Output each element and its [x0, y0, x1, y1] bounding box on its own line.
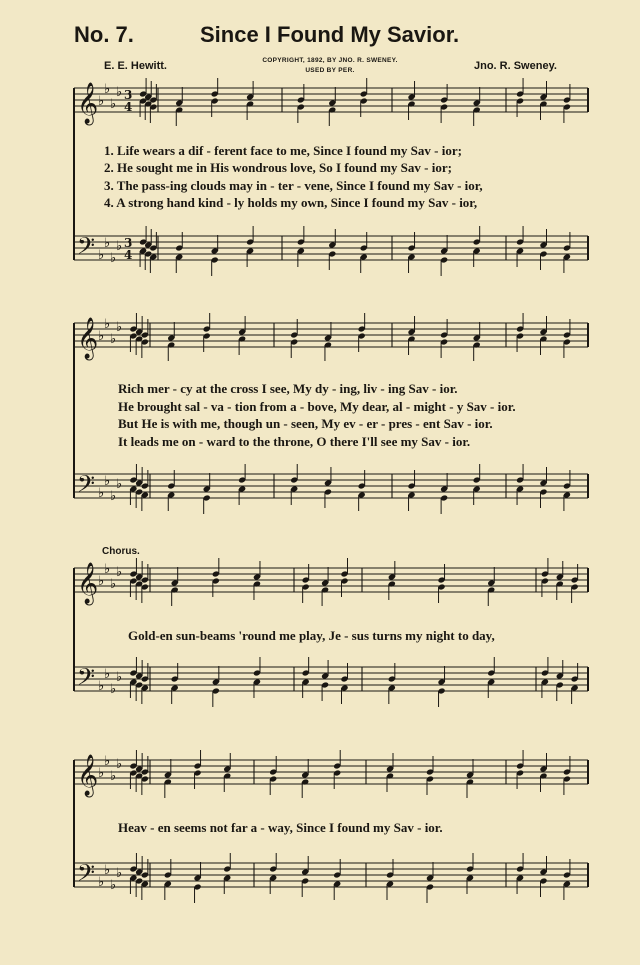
refrain-line-1: Rich mer - cy at the cross I see, My dy - ing, liv - ing Sav - ior.: [118, 381, 458, 396]
flat-sign: ♭: [116, 866, 123, 881]
flat-sign: ♭: [110, 251, 117, 266]
flat-sign: ♭: [104, 863, 111, 878]
flat-sign: ♭: [98, 574, 105, 589]
verse-line-3: 3. The pass-ing clouds may in - ter - vene, Since I found my Sav - ior,: [104, 178, 483, 193]
flat-sign: ♭: [116, 757, 123, 772]
time-signature: 3: [124, 88, 133, 102]
flat-sign: ♭: [98, 486, 105, 501]
flat-sign: ♭: [104, 317, 111, 332]
chorus-label: Chorus.: [102, 546, 140, 557]
flat-sign: ♭: [110, 332, 117, 347]
flat-sign: ♭: [98, 248, 105, 263]
verse-line-4: 4. A strong hand kind - ly holds my own, Since I found my Sav - ior,: [104, 195, 478, 210]
flat-sign: ♭: [110, 489, 117, 504]
flat-sign: ♭: [116, 239, 123, 254]
flat-sign: ♭: [98, 329, 105, 344]
flat-sign: ♭: [110, 97, 117, 112]
treble-clef: 𝄞: [77, 755, 99, 796]
verse-line-1: 1. Life wears a dif - ferent face to me, Since I found my Sav - ior;: [104, 143, 462, 158]
treble-clef: 𝄞: [77, 83, 99, 124]
copyright-line: COPYRIGHT, 1892, BY JNO. R. SWENEY.: [262, 57, 398, 64]
flat-sign: ♭: [110, 577, 117, 592]
flat-sign: ♭: [104, 236, 111, 251]
flat-sign: ♭: [104, 562, 111, 577]
flat-sign: ♭: [98, 679, 105, 694]
bass-clef: 𝄢: [77, 470, 96, 503]
chorus-line-1: Gold-en sun-beams 'round me play, Je - sus turns my night to day,: [128, 628, 495, 643]
flat-sign: ♭: [104, 474, 111, 489]
treble-clef: 𝄞: [77, 563, 99, 604]
time-signature: 4: [124, 248, 133, 262]
flat-sign: ♭: [116, 85, 123, 100]
flat-sign: ♭: [110, 878, 117, 893]
refrain-line-4: It leads me on - ward to the throne, O there I'll see my Sav - ior.: [118, 434, 471, 449]
bass-clef: 𝄢: [77, 232, 96, 265]
time-signature: 3: [124, 236, 133, 250]
flat-sign: ♭: [116, 477, 123, 492]
lyricist-credit: E. E. Hewitt.: [104, 60, 167, 72]
flat-sign: ♭: [116, 320, 123, 335]
flat-sign: ♭: [116, 565, 123, 580]
flat-sign: ♭: [116, 670, 123, 685]
flat-sign: ♭: [104, 754, 111, 769]
flat-sign: ♭: [110, 769, 117, 784]
bass-clef: 𝄢: [77, 859, 96, 892]
flat-sign: ♭: [104, 667, 111, 682]
permission-line: USED BY PER.: [305, 67, 355, 74]
verse-line-2: 2. He sought me in His wondrous love, So I found my Sav - ior;: [104, 160, 452, 175]
hymn-number: No. 7.: [74, 22, 134, 47]
flat-sign: ♭: [98, 875, 105, 890]
refrain-line-3: But He is with me, though un - seen, My ev - er - pres - ent Sav - ior.: [118, 416, 493, 431]
refrain-line-2: He brought sal - va - tion from a - bove, My dear, al - might - y Sav - ior.: [118, 399, 516, 414]
treble-clef: 𝄞: [77, 318, 99, 359]
flat-sign: ♭: [98, 766, 105, 781]
hymn-title: Since I Found My Savior.: [200, 22, 460, 47]
flat-sign: ♭: [110, 682, 117, 697]
chorus-line-2: Heav - en seems not far a - way, Since I found my Sav - ior.: [118, 820, 443, 835]
flat-sign: ♭: [104, 82, 111, 97]
bass-clef: 𝄢: [77, 663, 96, 696]
composer-credit: Jno. R. Sweney.: [474, 60, 557, 72]
flat-sign: ♭: [98, 94, 105, 109]
time-signature: 4: [124, 100, 133, 114]
